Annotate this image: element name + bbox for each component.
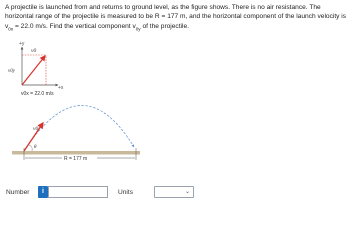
answer-row (0, 186, 350, 200)
chevron-down-icon: ⌄ (184, 189, 190, 195)
trajectory-path (24, 105, 134, 151)
v0-vector-arrow (22, 56, 45, 85)
velocity-component-diagram (8, 41, 64, 97)
v0y-subscript: 0y (135, 26, 141, 32)
range-label: R = 177 m (64, 156, 88, 162)
ground (12, 151, 140, 155)
v0-label: v0 (31, 48, 37, 54)
v0y-label: v0y (8, 69, 15, 74)
y-axis-label: +y (19, 41, 25, 47)
number-input[interactable] (48, 186, 108, 198)
number-label: Number (6, 189, 30, 196)
launch-angle-arc (29, 145, 32, 151)
problem-text-2: = 22.0 m/s. Find the vertical component v (13, 22, 136, 30)
x-axis-label: +x (58, 85, 64, 91)
v0-lower-label: v0 (33, 126, 39, 132)
info-button[interactable] (38, 186, 48, 198)
problem-text-1: A projectile is launched from and returns to ground level, as the figure shows. There is no air resistance. The horizontal range of the projectile is measured to be R = 177 m, and the horizontal component of the launch velocity is v (5, 4, 347, 30)
trajectory-diagram (12, 105, 140, 162)
units-select[interactable] (154, 186, 194, 198)
problem-text-3: of the projectile. (140, 22, 189, 30)
units-label: Units (118, 189, 134, 196)
theta-label: θ (34, 145, 37, 150)
v0x-label: v0x = 22.0 m/s (21, 91, 54, 97)
v0x-subscript: 0x (8, 26, 14, 32)
info-icon: i (42, 188, 44, 195)
